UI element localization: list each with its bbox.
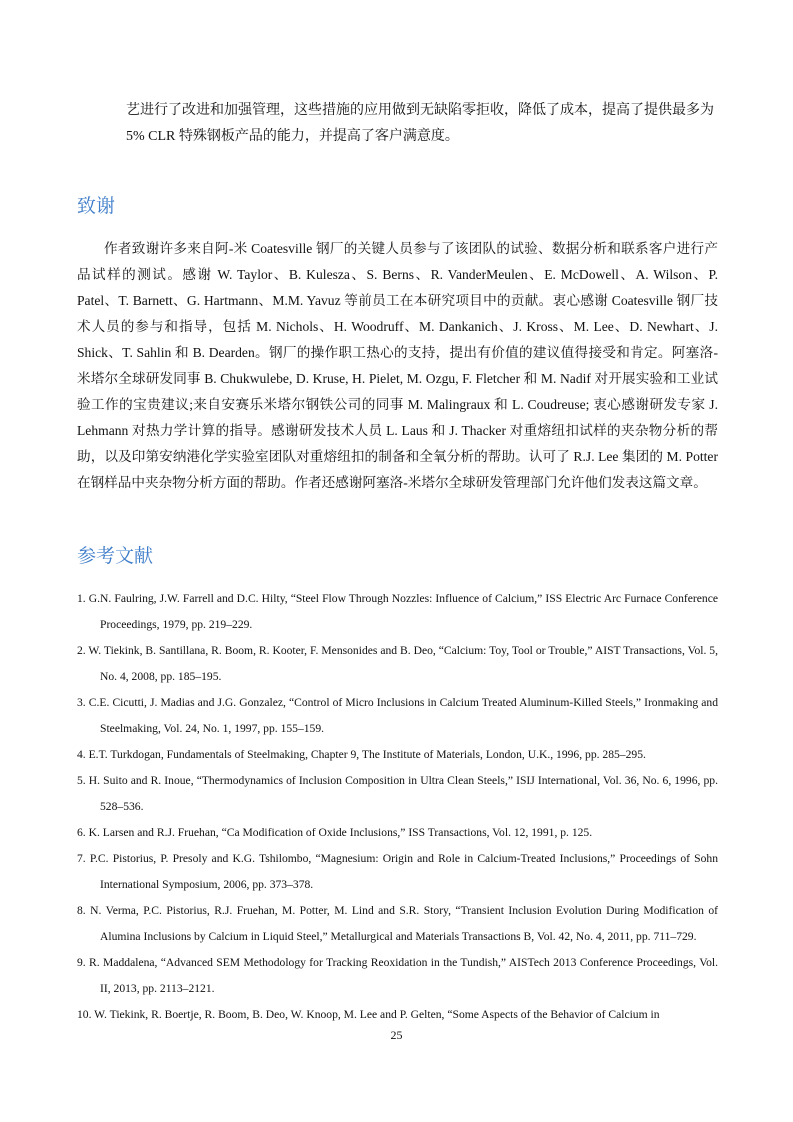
reference-item: 6. K. Larsen and R.J. Fruehan, “Ca Modification of Oxide Inclusions,” ISS Transactions, Vol. 12, 1991, p. 125. <box>77 826 593 839</box>
reference-item: 3. C.E. Cicutti, J. Madias and J.G. Gonzalez, “Control of Micro Inclusions in Calcium Treated Aluminum-Killed Steels,” Ironmaking and Steelmaking, Vol. 24, No. 1, 1997, pp. 155–159. <box>77 696 718 735</box>
reference-item: 5. H. Suito and R. Inoue, “Thermodynamics of Inclusion Composition in Ultra Clean Steels,” ISIJ International, Vol. 36, No. 6, 1996, pp. 528–536. <box>77 774 718 813</box>
acknowledgements-paragraph: 作者致谢许多来自阿-米 Coatesville 钢厂的关键人员参与了该团队的试验、数据分析和联系客户进行产品试样的测试。感谢 W. Taylor、B. Kulesza、S. Berns、R. VanderMeulen、E. McDowell、A. Wilson、P. Patel、T. Barnett、G. Hartmann、M.M. Yavuz 等前员工在本研究项目中的贡献。衷心感谢 Coatesville 钢厂技术人员的参与和指导，包括 M. Nichols、H. Woodruff、M. Dankanich、J. Kross、M. Lee、D. Newhart、J. Shick、T. Sahlin 和 B. Dearden。钢厂的操作职工热心的支持，提出有价值的建议值得接受和肯定。阿塞洛-米塔尔全球研发同事 B. Chukwulebe, D. Kruse, H. Pielet, M. Ozgu, F. Fletcher 和 M. Nadif 对开展实验和工业试验工作的宝贵建议;来自安赛乐米塔尔钢铁公司的同事 M. Malingraux 和 L. Coudreuse; 衷心感谢研发专家 J. Lehmann 对热力学计算的指导。感谢研发技术人员 L. Laus 和 J. Thacker 对重熔纽扣试样的夹杂物分析的帮助，以及印第安纳港化学实验室团队对重熔纽扣的制备和全氧分析的帮助。认可了 R.J. Lee 集团的 M. Potter 在钢样品中夹杂物分析方面的帮助。作者还感谢阿塞洛-米塔尔全球研发管理部门允许他们发表这篇文章。 <box>77 241 718 490</box>
reference-item: 10. W. Tiekink, R. Boertje, R. Boom, B. Deo, W. Knoop, M. Lee and P. Gelten, “Some Aspects of the Behavior of Calcium in <box>77 1008 660 1021</box>
acknowledgements-heading: 致谢 <box>77 195 116 217</box>
reference-item: 8. N. Verma, P.C. Pistorius, R.J. Fruehan, M. Potter, M. Lind and S.R. Story, “Transient Inclusion Evolution During Modification of Alumina Inclusions by Calcium in Liquid Steel,” Metallurgical and Materials Transactions B, Vol. 42, No. 4, 2011, pp. 711–729. <box>77 904 718 943</box>
intro-paragraph: 艺进行了改进和加强管理，这些措施的应用做到无缺陷零拒收，降低了成本，提高了提供最多为 5% CLR 特殊钢板产品的能力，并提高了客户满意度。 <box>126 103 714 144</box>
references-heading: 参考文献 <box>77 545 154 567</box>
page-number: 25 <box>390 1028 403 1042</box>
reference-item: 9. R. Maddalena, “Advanced SEM Methodology for Tracking Reoxidation in the Tundish,” AISTech 2013 Conference Proceedings, Vol. II, 2013, pp. 2113–2121. <box>77 956 718 995</box>
reference-item: 2. W. Tiekink, B. Santillana, R. Boom, R. Kooter, F. Mensonides and B. Deo, “Calcium: Toy, Tool or Trouble,” AIST Transactions, Vol. 5, No. 4, 2008, pp. 185–195. <box>77 644 718 683</box>
reference-item: 1. G.N. Faulring, J.W. Farrell and D.C. Hilty, “Steel Flow Through Nozzles: Influence of Calcium,” ISS Electric Arc Furnace Conference Proceedings, 1979, pp. 219–229. <box>77 592 718 631</box>
reference-item: 7. P.C. Pistorius, P. Presoly and K.G. Tshilombo, “Magnesium: Origin and Role in Calcium-Treated Inclusions,” Proceedings of Sohn International Symposium, 2006, pp. 373–378. <box>77 852 718 891</box>
reference-item: 4. E.T. Turkdogan, Fundamentals of Steelmaking, Chapter 9, The Institute of Materials, London, U.K., 1996, pp. 285–295. <box>77 748 646 761</box>
references-list <box>77 586 718 1028</box>
